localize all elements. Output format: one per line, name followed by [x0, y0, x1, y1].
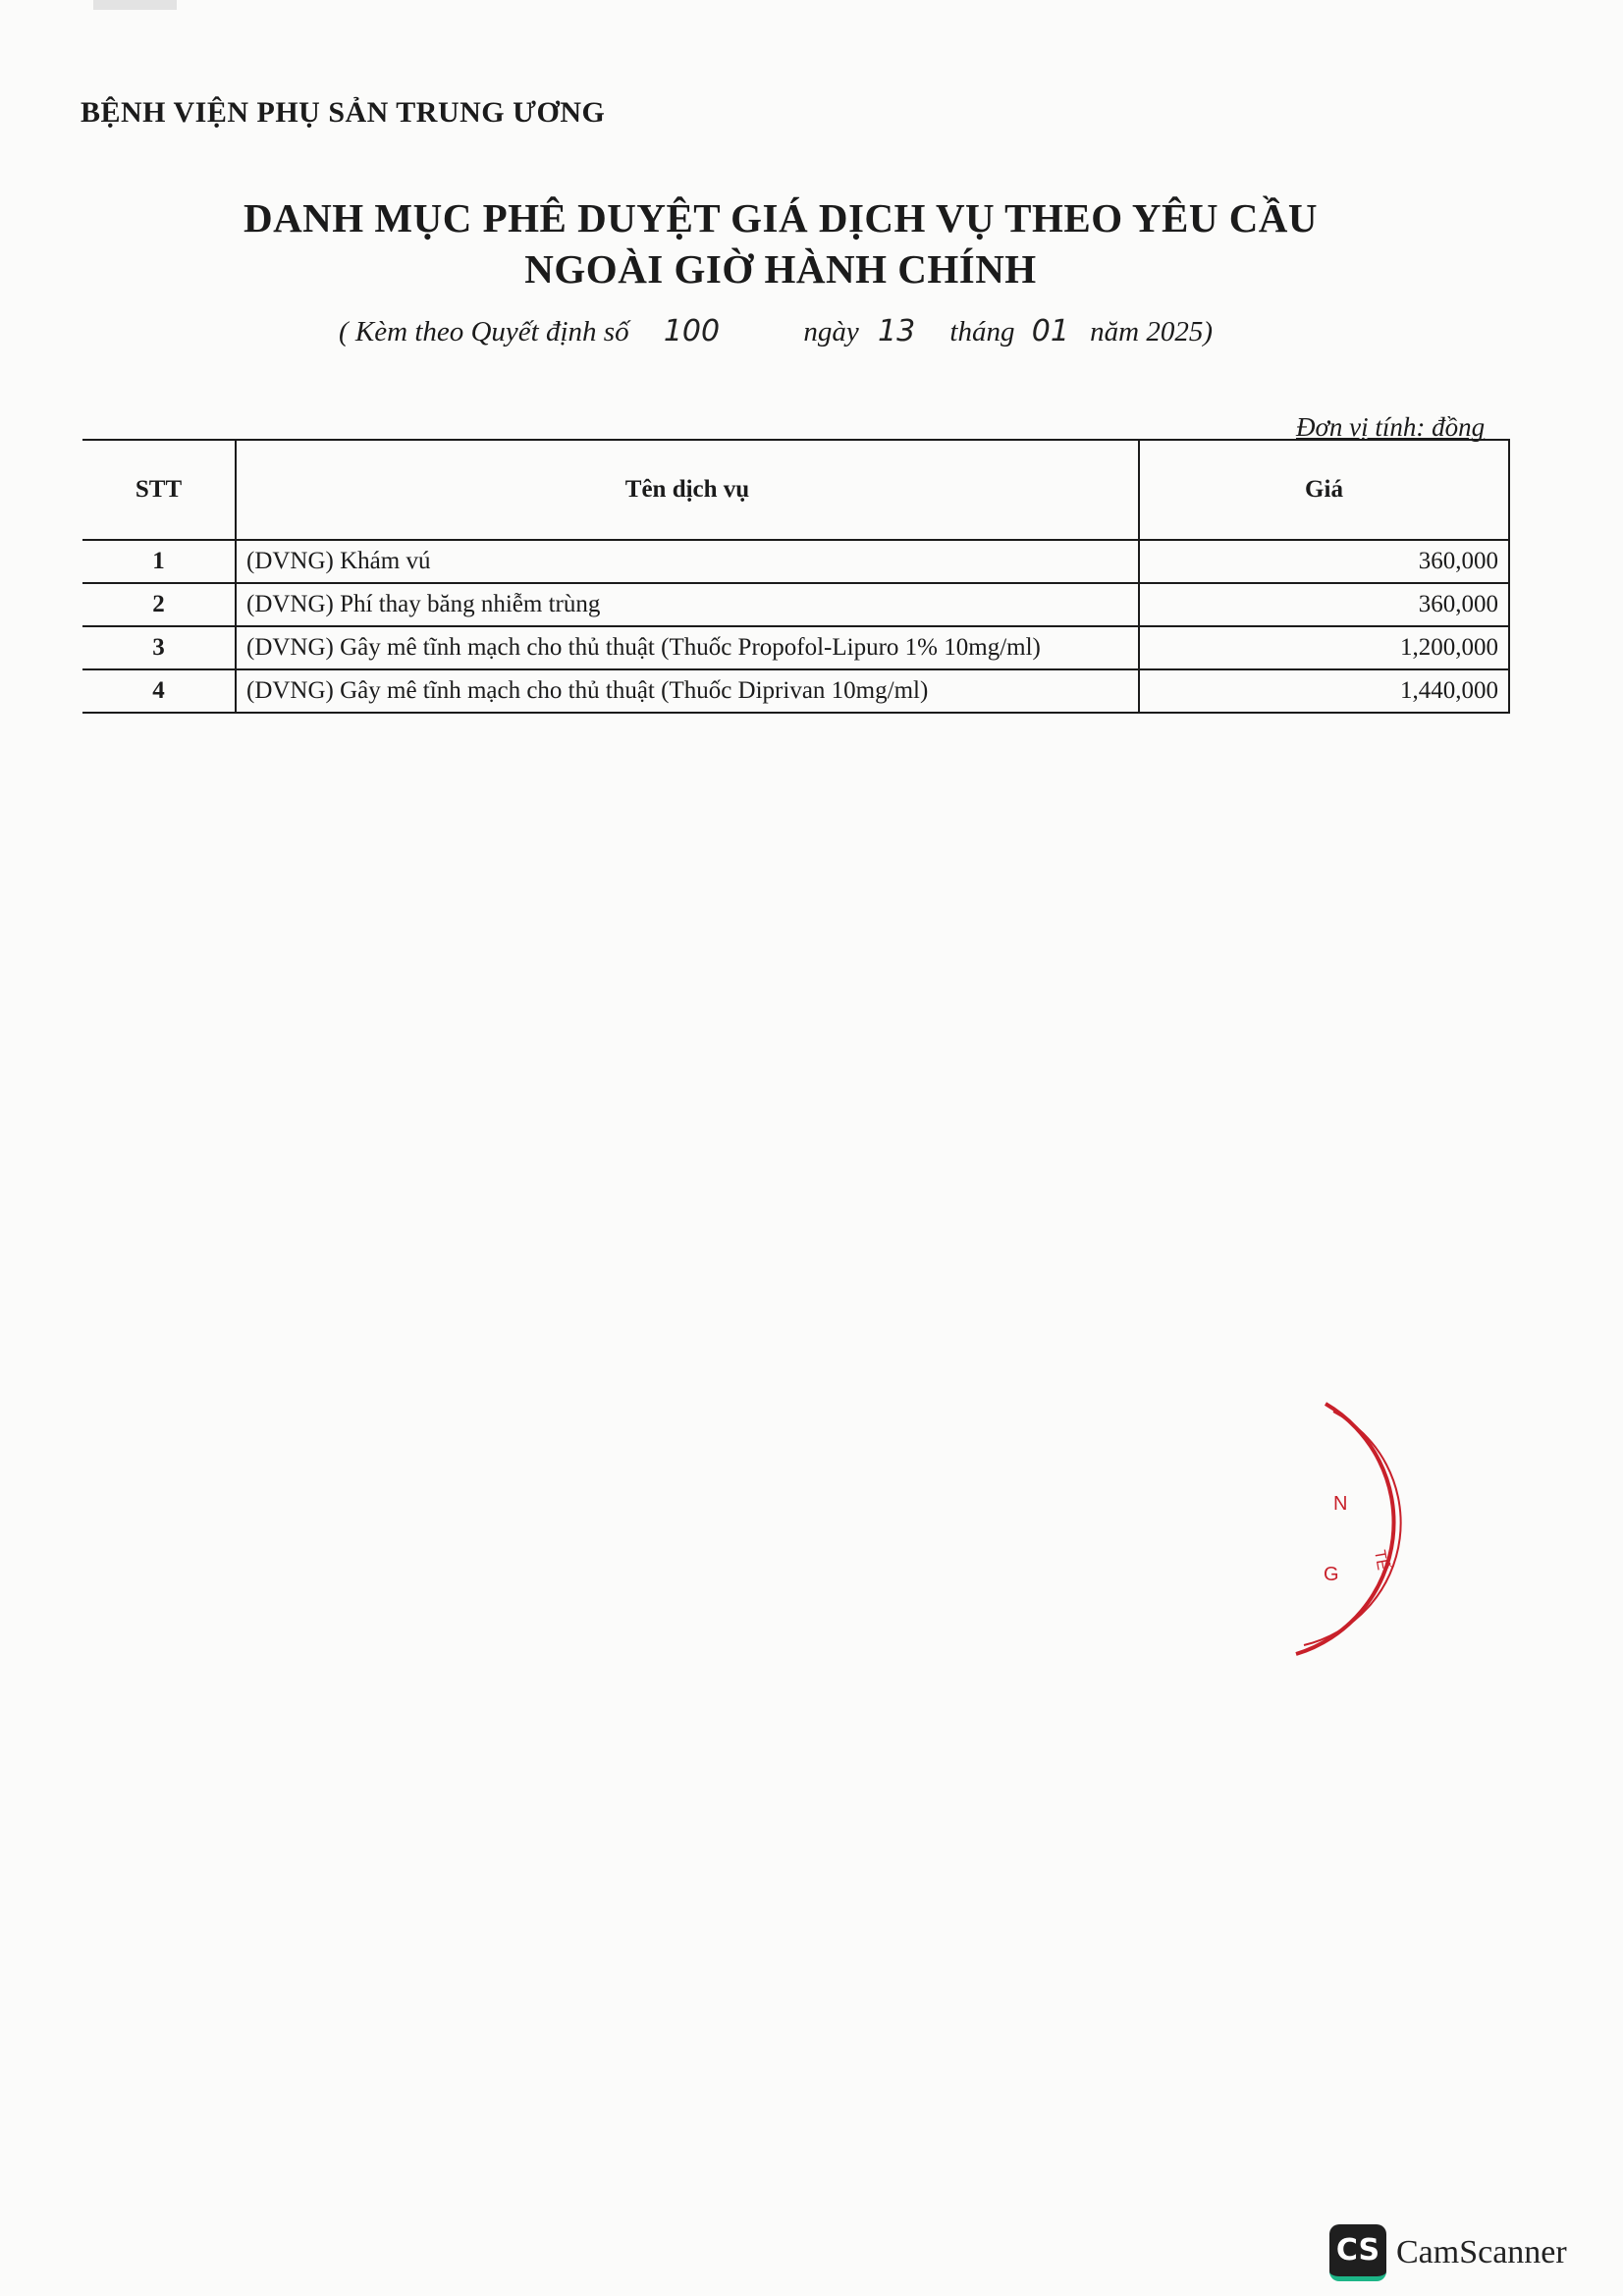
camscanner-watermark	[1329, 2224, 1567, 2281]
table-row	[82, 669, 1509, 713]
column-header-price: Giá	[1139, 440, 1509, 540]
scan-edge	[93, 0, 177, 10]
column-header-service-name: Tên dịch vụ	[236, 440, 1139, 540]
table-row	[82, 540, 1509, 583]
official-stamp	[1276, 1394, 1424, 1669]
cell-service-name: (DVNG) Gây mê tĩnh mạch cho thủ thuật (Thuốc Propofol-Lipuro 1% 10mg/ml)	[236, 626, 1139, 669]
stamp-fragment: N	[1333, 1493, 1348, 1515]
document-title-line-1: DANH MỤC PHÊ DUYỆT GIÁ DỊCH VỤ THEO YÊU CẦU	[243, 195, 1319, 240]
decision-month: 01	[1031, 314, 1069, 348]
cell-stt: 4	[82, 669, 236, 713]
cell-stt: 1	[82, 540, 236, 583]
cell-service-name: (DVNG) Phí thay băng nhiễm trùng	[236, 583, 1139, 626]
stamp-fragment: G	[1324, 1564, 1339, 1585]
cell-price: 1,200,000	[1139, 626, 1509, 669]
cell-service-name: (DVNG) Khám vú	[236, 540, 1139, 583]
table-row	[82, 626, 1509, 669]
table-row	[82, 583, 1509, 626]
cell-price: 360,000	[1139, 583, 1509, 626]
year-text: năm 2025)	[1090, 316, 1214, 347]
table-header-row	[82, 440, 1509, 540]
price-table	[82, 439, 1510, 714]
cell-price: 1,440,000	[1139, 669, 1509, 713]
cell-stt: 2	[82, 583, 236, 626]
camscanner-text: CamScanner	[1396, 2234, 1567, 2270]
column-header-stt: STT	[82, 440, 236, 540]
cell-service-name: (DVNG) Gây mê tĩnh mạch cho thủ thuật (Thuốc Diprivan 10mg/ml)	[236, 669, 1139, 713]
decision-day: 13	[877, 314, 916, 348]
attachment-prefix: ( Kèm theo Quyết định số	[339, 316, 629, 347]
hospital-name: BỆNH VIỆN PHỤ SẢN TRUNG ƯƠNG	[81, 96, 606, 129]
decision-number: 100	[663, 314, 721, 348]
document-title-line-2: NGOÀI GIỜ HÀNH CHÍNH	[524, 246, 1037, 292]
cell-stt: 3	[82, 626, 236, 669]
stamp-fragment: TẾ	[1371, 1548, 1391, 1572]
camscanner-logo-icon: CS	[1329, 2224, 1386, 2281]
cell-price: 360,000	[1139, 540, 1509, 583]
currency-unit: Đơn vị tính: đồng	[1296, 412, 1486, 442]
attachment-reference	[339, 314, 1213, 348]
day-label: ngày	[803, 316, 859, 347]
month-label: tháng	[949, 316, 1015, 347]
